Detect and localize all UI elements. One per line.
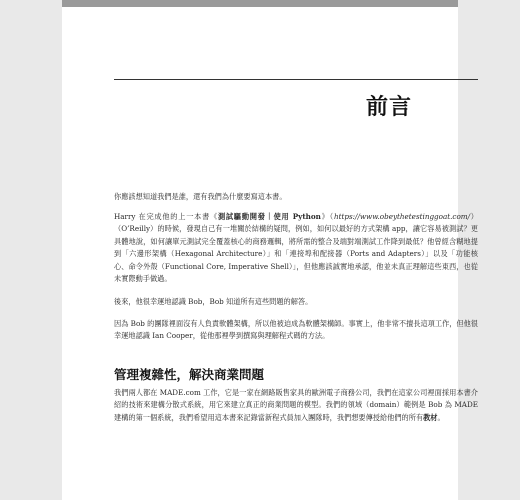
paragraph-made [114,387,478,424]
paragraph-text: 我們兩人都在 MADE.com 工作，它是一家在網路販售家具的歐洲電子商務公司，我們在這家公司裡面採用本書介紹的技術來建構分散式系統，用它來建立真正的商業問題的模型。我們的領域（domain）範例是 Bob 為 MADE 建構的第一個系統，我們希望用這本書來記錄當新程式員加入團隊時，我們想要傳授給他們的所有 [114,388,478,422]
book-url-link[interactable]: https://www.obeythetestinggoat.com/ [333,212,471,221]
paragraph-text: 因為 Bob 的團隊裡面沒有人負責軟體架構，所以他被迫成為軟體架構師。事實上，他非常不擅長這項工作，但他很幸運地認識 Ian Cooper，從他那裡學到撰寫與理解程式碼的方法。 [114,319,478,341]
paragraph-text: 。 [437,412,445,422]
book-page [62,0,478,500]
paragraph-text: Harry 在完成他的上一本書《 [114,212,218,221]
paragraph-bob [114,296,478,308]
paragraph-text: 你應該想知道我們是誰，還有我們為什麼要寫這本書。 [114,192,287,201]
paragraph-harry [114,211,478,285]
paragraph-intro [114,191,478,203]
paragraph-text: 》（ [320,212,334,221]
paragraph-text: 後來，他很幸運地認識 Bob，Bob 知道所有這些問題的解答。 [114,297,313,306]
paragraph-text: ）（O’Reilly）的時候，發現自己有一堆關於結構的疑問，例如，如何以最好的方式架構 app，讓它容易被測試？更具體地說，如何讓單元測試完全覆蓋核心的商務邏輯，將所需的整合及端對端測試工作降到最低？他曾經含糊地提到「六邊形架構（Hexagonal Architecture）」和「連接埠和配接器（Ports and Adapters）」以及「功能核心、命令外殼（Functional Core, Imperative Shell）」，但他應該誠實地承認，他並未真正理解這些東西，也從未實際動手做過。 [114,212,478,284]
chapter-rule [114,79,478,80]
paragraph-architect [114,318,478,343]
page-top-bar [62,0,458,7]
emphasis-text: 教材 [423,412,438,422]
chapter-title: 前言 [365,95,412,120]
section-heading: 管理複雜性，解決商業問題 [114,367,265,382]
book-title: 測試驅動開發｜使用 Python [217,212,321,221]
